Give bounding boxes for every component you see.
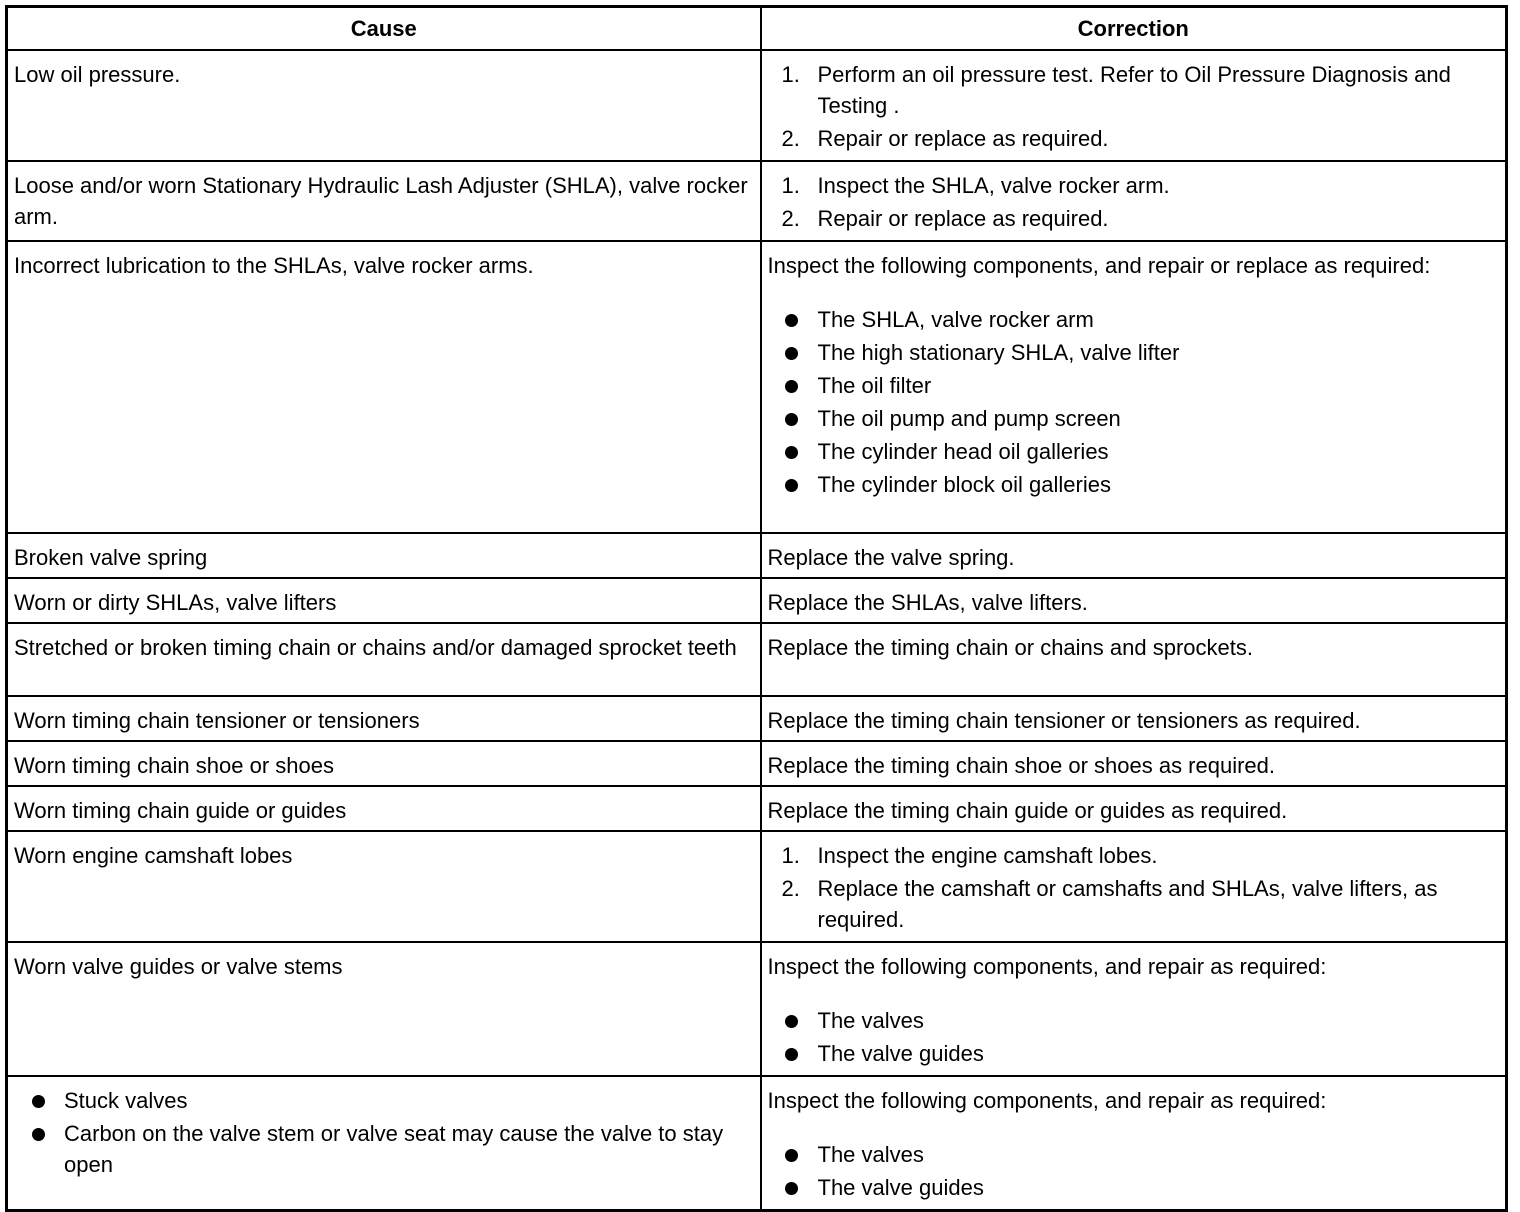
cause-text: Worn or dirty SHLAs, valve lifters: [14, 590, 337, 615]
bullet-icon: [785, 446, 798, 459]
step-item: [768, 840, 1500, 871]
cause-header: Cause: [7, 7, 761, 51]
list-item: [14, 1085, 754, 1116]
correction-cell: [761, 161, 1507, 241]
list-item: [768, 469, 1500, 500]
correction-cell: [761, 578, 1507, 623]
table-row: [7, 831, 1507, 942]
list-item: [768, 403, 1500, 434]
correction-text: Replace the timing chain shoe or shoes as required.: [767, 753, 1276, 778]
correction-cell: [761, 241, 1507, 533]
correction-text: Inspect the following components, and repair or replace as required:: [767, 253, 1431, 278]
cause-cell: [7, 623, 761, 696]
table-row: [7, 741, 1507, 786]
step-item: [768, 170, 1500, 201]
step-text: Inspect the engine camshaft lobes.: [817, 843, 1158, 868]
list-item-text: The valve guides: [817, 1041, 984, 1066]
list-item-text: The cylinder block oil galleries: [817, 472, 1111, 497]
list-item-text: The valves: [817, 1142, 924, 1167]
cause-cell: [7, 696, 761, 741]
table-row: [7, 696, 1507, 741]
bullet-icon: [785, 1149, 798, 1162]
component-list: [768, 1139, 1500, 1203]
correction-cell: [761, 533, 1507, 578]
cause-cell: [7, 1076, 761, 1211]
step-number: 2.: [781, 126, 800, 151]
cause-cell: [7, 578, 761, 623]
component-list: [768, 304, 1500, 500]
correction-cell: [761, 741, 1507, 786]
list-item-text: The valve guides: [817, 1175, 984, 1200]
header-row: [7, 7, 1507, 51]
diagnosis-table: [5, 5, 1508, 1212]
list-item: [768, 304, 1500, 335]
correction-cell: [761, 50, 1507, 161]
bullet-icon: [785, 380, 798, 393]
list-item-text: The cylinder head oil galleries: [817, 439, 1109, 464]
list-item: [768, 370, 1500, 401]
steps-list: [768, 59, 1500, 154]
step-item: [768, 203, 1500, 234]
list-item-text: The valves: [817, 1008, 924, 1033]
correction-cell: [761, 786, 1507, 831]
list-item-text: Carbon on the valve stem or valve seat may cause the valve to stay open: [64, 1121, 724, 1177]
correction-text: Replace the SHLAs, valve lifters.: [767, 590, 1088, 615]
list-item: [14, 1118, 754, 1180]
step-item: [768, 59, 1500, 121]
bullet-icon: [32, 1095, 45, 1108]
step-item: [768, 123, 1500, 154]
table-row: [7, 623, 1507, 696]
cause-cell: [7, 533, 761, 578]
correction-cell: [761, 831, 1507, 942]
cause-text: Worn engine camshaft lobes: [14, 843, 293, 868]
step-number: 2.: [781, 206, 800, 231]
table-row: [7, 50, 1507, 161]
step-number: 1.: [781, 62, 800, 87]
cause-text: Broken valve spring: [14, 545, 208, 570]
list-item: [768, 1038, 1500, 1069]
table-row: [7, 1076, 1507, 1211]
cause-cell: [7, 50, 761, 161]
cause-cell: [7, 942, 761, 1076]
component-list: [768, 1005, 1500, 1069]
list-item: [768, 337, 1500, 368]
bullet-icon: [785, 314, 798, 327]
table-row: [7, 241, 1507, 533]
list-item: [768, 1005, 1500, 1036]
steps-list: [768, 840, 1500, 935]
cause-bullet-list: [14, 1085, 754, 1180]
bullet-icon: [785, 479, 798, 492]
cause-text: Worn timing chain guide or guides: [14, 798, 347, 823]
cause-cell: [7, 241, 761, 533]
list-item-text: The oil filter: [817, 373, 932, 398]
cause-cell: [7, 831, 761, 942]
bullet-icon: [32, 1128, 45, 1141]
cause-text: Worn timing chain shoe or shoes: [14, 753, 334, 778]
steps-list: [768, 170, 1500, 234]
table-row: [7, 578, 1507, 623]
correction-text: Replace the valve spring.: [767, 545, 1015, 570]
bullet-icon: [785, 347, 798, 360]
step-number: 1.: [781, 173, 800, 198]
bullet-icon: [785, 1015, 798, 1028]
bullet-icon: [785, 413, 798, 426]
correction-cell: [761, 1076, 1507, 1211]
cause-text: Worn timing chain tensioner or tensioners: [14, 708, 420, 733]
list-item: [768, 1139, 1500, 1170]
cause-cell: [7, 741, 761, 786]
correction-text: Replace the timing chain tensioner or tensioners as required.: [767, 708, 1361, 733]
table-row: [7, 786, 1507, 831]
step-number: 1.: [781, 843, 800, 868]
bullet-icon: [785, 1182, 798, 1195]
correction-text: Replace the timing chain guide or guides as required.: [767, 798, 1288, 823]
step-text: Repair or replace as required.: [817, 126, 1109, 151]
table-row: [7, 942, 1507, 1076]
correction-header: Correction: [761, 7, 1507, 51]
correction-cell: [761, 696, 1507, 741]
list-item-text: The SHLA, valve rocker arm: [817, 307, 1094, 332]
cause-cell: [7, 786, 761, 831]
step-text: Perform an oil pressure test. Refer to Oil Pressure Diagnosis and Testing .: [817, 62, 1451, 118]
bullet-icon: [785, 1048, 798, 1061]
cause-text: Low oil pressure.: [14, 62, 181, 87]
cause-text: Worn valve guides or valve stems: [14, 954, 343, 979]
cause-text: Incorrect lubrication to the SHLAs, valve rocker arms.: [14, 253, 534, 278]
list-item-text: Stuck valves: [64, 1088, 188, 1113]
cause-text: Loose and/or worn Stationary Hydraulic Lash Adjuster (SHLA), valve rocker arm.: [14, 173, 748, 229]
list-item-text: The high stationary SHLA, valve lifter: [817, 340, 1180, 365]
list-item: [768, 1172, 1500, 1203]
correction-text: Inspect the following components, and repair as required:: [767, 1088, 1327, 1113]
step-text: Replace the camshaft or camshafts and SHLAs, valve lifters, as required.: [817, 876, 1438, 932]
table-row: [7, 533, 1507, 578]
list-item-text: The oil pump and pump screen: [817, 406, 1121, 431]
cause-text: Stretched or broken timing chain or chains and/or damaged sprocket teeth: [14, 635, 737, 660]
cause-cell: [7, 161, 761, 241]
correction-text: Replace the timing chain or chains and sprockets.: [767, 635, 1253, 660]
step-text: Repair or replace as required.: [817, 206, 1109, 231]
list-item: [768, 436, 1500, 467]
step-text: Inspect the SHLA, valve rocker arm.: [817, 173, 1170, 198]
table-row: [7, 161, 1507, 241]
correction-cell: [761, 942, 1507, 1076]
correction-text: Inspect the following components, and repair as required:: [767, 954, 1327, 979]
step-item: [768, 873, 1500, 935]
step-number: 2.: [781, 876, 800, 901]
correction-cell: [761, 623, 1507, 696]
